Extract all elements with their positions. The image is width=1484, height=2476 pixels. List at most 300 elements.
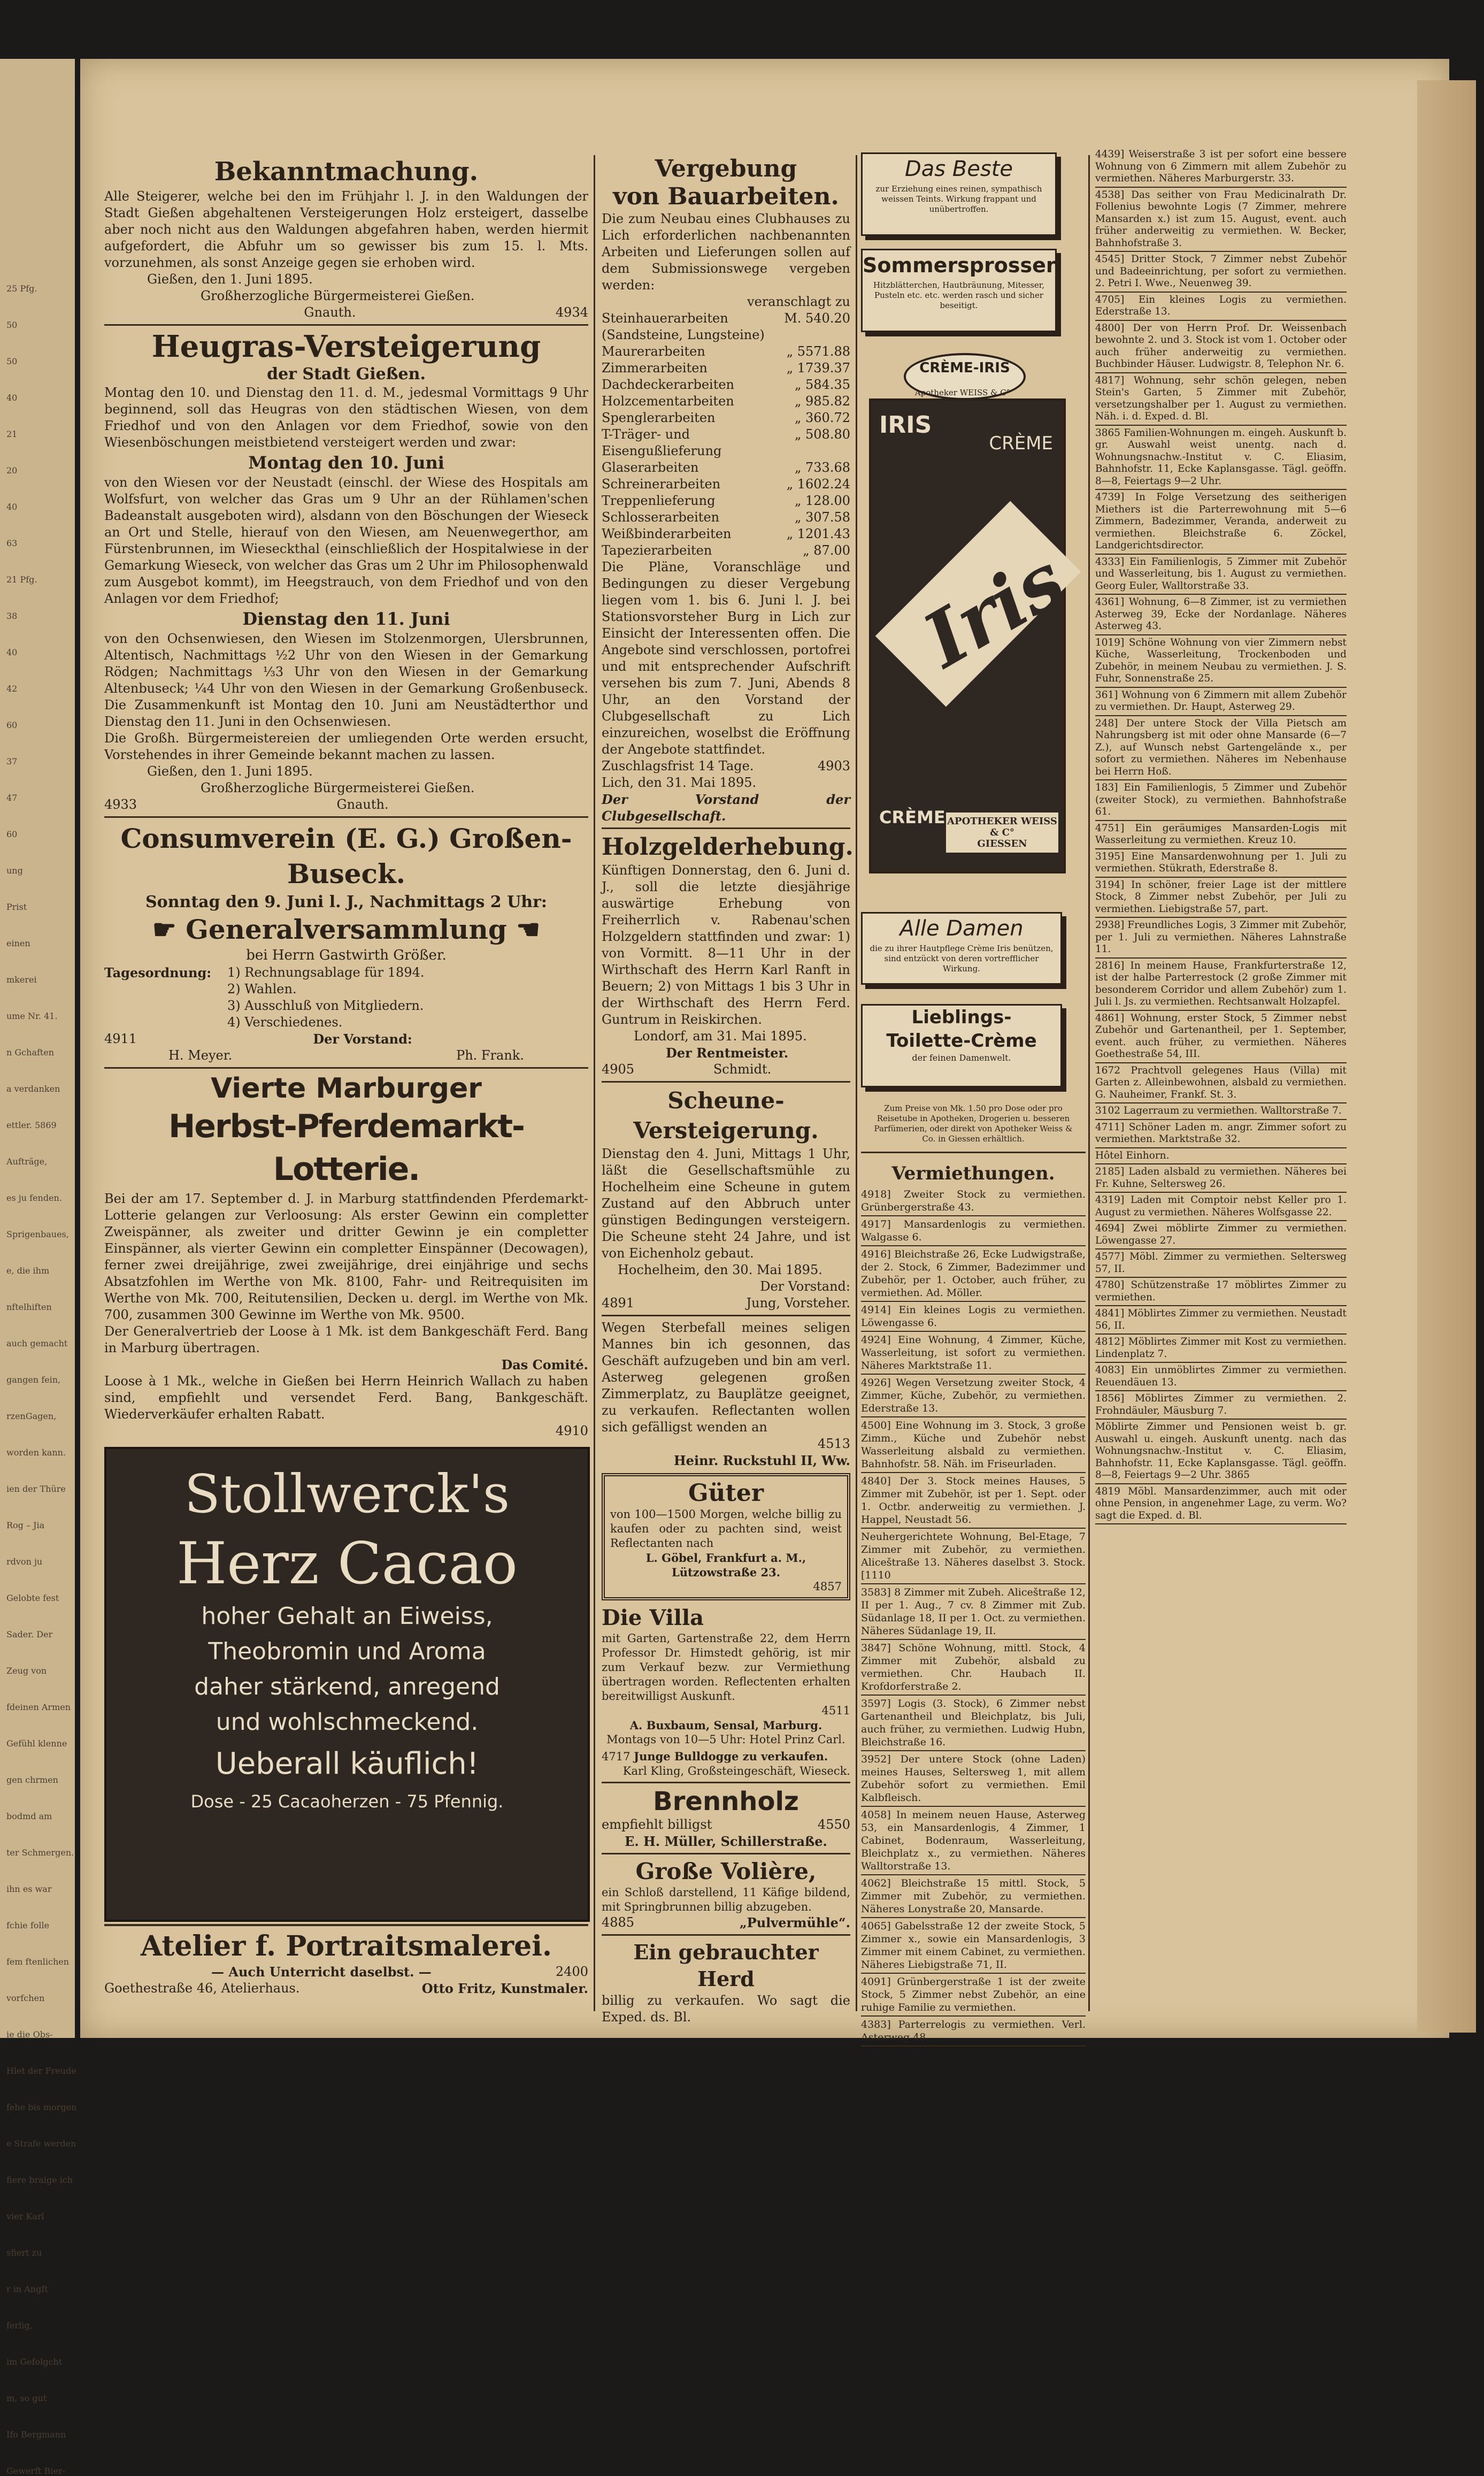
listing-text: Eine Wohnung im 3. Stock, 3 große Zimm., Küche und Zubehör nebst Wasserleitung alsbald zu vermiethen. Bahnhofstr. 58. Näh. im Friseurladen.: [861, 1420, 1086, 1470]
listing-number: 4383]: [861, 2019, 898, 2030]
listing-text: In Folge Versetzung des seitherigen Miethers ist die Parterrewohnung mit 5—6 Zimmern, Badezimmer, Veranda, anderweit zu vermiethen. Bleichstraße 6. Zöckel, Landgerichtsdirector.: [1095, 492, 1347, 551]
notice-name: Schmidt.: [713, 1062, 772, 1077]
listing: [1095, 635, 1347, 688]
facing-page-text: 37: [6, 756, 18, 766]
stollwerck-brand: Stollwerck's: [184, 1464, 510, 1525]
stollwerck-product: Herz Cacao: [176, 1530, 518, 1597]
listing-text: Neuhergerichtete Wohnung, Bel-Etage, 7 Zimmer mit Zubehör, zu vermiethen. Aliceštraße 13. Näheres daselbst 3. Stock. [1110: [861, 1531, 1086, 1581]
notice-body: Loose à 1 Mk., welche in Gießen bei Herrn Heinrich Wallach zu haben sind, empfiehlt und versendet Ferd. Bang, Bankgeschäft. Wiederverkäufer erhalten Rabatt.: [104, 1374, 588, 1422]
facing-page-text: Hlet der Freude: [6, 2066, 76, 2076]
facing-page-text: n Gchaften: [6, 1047, 55, 1057]
notice-body: Alle Steigerer, welche bei den im Frühjahr l. J. in den Waldungen der Stadt Gießen abgehaltenen Versteigerungen Holz ersteigert, dasselbe aber noch nicht aus den Waldungen abgefahren haben, werden hiermit aufgefordert, die Abfuhr um so gewisser bis zum 15. l. Mts. vorzunehmen, als sonst Anzeige gegen sie erhoben wird.: [104, 189, 588, 270]
rental-listings: [1095, 147, 1347, 1524]
notice-date: Londorf, am 31. Mai 1895.: [634, 1029, 807, 1044]
listing: [1095, 849, 1347, 878]
notice-sub: [104, 1964, 588, 1980]
facing-page-text: e Strafe werden: [6, 2138, 76, 2149]
divider: [104, 324, 588, 326]
listing-text: Wohnung, sehr schön gelegen, neben Stein's Garten, 5 Zimmer mit Zubehör, versetzungshalber per 1. August zu vermiethen. Näh. i. d. Exped. d. Bl.: [1095, 374, 1347, 422]
listing-text: Parterrelogis zu vermiethen. Verl. Asterweg 48.: [861, 2019, 1086, 2043]
facing-page-text: Sprigenbaues,: [6, 1229, 69, 1239]
column-rule: [1088, 155, 1090, 2011]
notice-footer: [104, 304, 588, 321]
address: Goethestraße 46, Atelierhaus.: [104, 1981, 300, 1996]
facing-page-text: rzenGagen,: [6, 1411, 57, 1421]
listing-text: Ein geräumiges Mansarden-Logis mit Wasserleitung zu vermiethen. Kreuz 10.: [1095, 822, 1347, 846]
listing-text: Zwei möblirte Zimmer zu vermiethen. Löwengasse 27.: [1095, 1223, 1347, 1246]
listing-number: 4545]: [1095, 254, 1132, 265]
notice-title: Die Villa: [602, 1605, 704, 1630]
column-3: [861, 152, 1086, 2043]
notice-signature: Der Vorstand der Clubgesellschaft.: [602, 792, 850, 824]
cost-row: [602, 426, 850, 459]
signatures: [104, 1047, 588, 1064]
listing-text: Gabelsstraße 12 der zweite Stock, 5 Zimmer x., sowie ein Mansardenlogis, 3 Zimmer mit einem Cabinet, zu vermiethen. Näheres Liebigstraße 71, II.: [861, 1920, 1086, 1971]
jar-body: [869, 398, 1080, 873]
listing-text: Ein Familienlogis, 5 Zimmer mit Zubehör und Wasserleitung, bis 1. August zu vermiethen. Georg Euler, Walltorstraße 33.: [1095, 556, 1347, 592]
facing-page: [0, 59, 77, 2476]
facing-page-text: Zeug von: [6, 1666, 47, 1676]
divider: [104, 1924, 588, 1926]
notice-body: Wegen Sterbefall meines seligen Mannes bin ich gesonnen, das Geschäft aufzugeben und bin am verl. Asterweg gelegenen großen Zimmerplatz, zu Bauplätze geeignet, zu verkaufen. Reflectanten wollen sich gefälligst wenden an: [602, 1320, 850, 1435]
facing-page-text: 63: [6, 538, 18, 548]
listing-text: Möblirtes Zimmer zu vermiethen. 2. Frohndäuler, Mäusburg 7.: [1095, 1393, 1347, 1416]
cost-amount: „ 508.80: [794, 427, 850, 442]
facing-page-text: rdvon ju: [6, 1557, 43, 1567]
divider: [602, 1782, 850, 1783]
notice-title: Güter: [688, 1480, 764, 1507]
listing-number: 4800]: [1095, 322, 1133, 334]
cost-amount: „ 360.72: [794, 410, 850, 425]
listing: [861, 1375, 1086, 1417]
listing: [861, 1696, 1086, 1751]
cost-row: [602, 509, 850, 526]
listing: [861, 1974, 1086, 2017]
divider: [602, 1315, 850, 1316]
cost-amount: „ 733.68: [794, 460, 850, 475]
listing-number: 4500]: [861, 1420, 896, 1431]
facing-page-text: es ju fenden.: [6, 1193, 62, 1203]
notice-footer: [602, 758, 850, 775]
facing-page-text: ien der Thüre: [6, 1484, 66, 1494]
notice-title: Herbst-Pferdemarkt-Lotterie.: [168, 1108, 524, 1188]
notice-title: Große Volière,: [635, 1858, 817, 1884]
notice-body: Junge Bulldogge zu verkaufen.: [634, 1750, 828, 1763]
ad-panel-alle-damen: [861, 912, 1062, 985]
facing-page-text: r in Angft: [6, 2284, 48, 2294]
notice-date: Gießen, den 1. Juni 1895.: [147, 272, 313, 287]
listing-text: Logis (3. Stock), 6 Zimmer nebst Gartenantheil und Bleichplatz, bis Juli, auch früher, zu vermiethen. Ludwig Hubn, Bleichstraße 16.: [861, 1698, 1086, 1748]
cost-amount: „ 1201.43: [786, 526, 850, 541]
notice-body: Dienstag den 4. Juni, Mittags 1 Uhr, läßt die Gesellschaftsmühle zu Hochelheim eine Scheune in gutem Zustand auf den Abbruch unter günstigen Bedingungen versteigern. Die Scheune steht 24 Jahre, und ist von Eichenholz gebaut.: [602, 1146, 850, 1261]
facing-page-text: ume Nr. 41.: [6, 1011, 58, 1021]
listing: [1095, 321, 1347, 373]
facing-page-text: 47: [6, 793, 18, 803]
facing-page-text: ter Schmergen.: [6, 1848, 74, 1858]
notice-footer: [602, 1295, 850, 1312]
listing: [1095, 426, 1347, 490]
notice-date: Hochelheim, den 30. Mai 1895.: [618, 1262, 822, 1277]
listing: [1095, 1335, 1347, 1363]
listing-number: 4918]: [861, 1189, 904, 1200]
listing-number: 2816]: [1095, 960, 1131, 971]
listing: [1095, 1063, 1347, 1104]
cost-item: Spenglerarbeiten: [602, 410, 716, 425]
facing-page-text: ferlig,: [6, 2320, 33, 2331]
cost-row: [602, 493, 850, 509]
notice-voliere: [602, 1858, 850, 1931]
listing: [861, 1640, 1086, 1696]
notice-hours: Montags von 10—5 Uhr: Hotel Prinz Carl.: [606, 1733, 845, 1746]
facing-page-text: sfiert zu: [6, 2248, 42, 2258]
panel-body: die zu ihrer Hautpflege Crème Iris benützen, sind entzückt von deren vortrefflicher Wirkung.: [870, 944, 1054, 973]
facing-page-text: Sader. Der: [6, 1629, 53, 1639]
listing-number: 3195]: [1095, 850, 1132, 862]
deadline: Zuschlagsfrist 14 Tage.: [602, 758, 754, 773]
notice-holzgeld: [602, 832, 854, 1078]
listing: [1095, 1221, 1347, 1250]
listing-text: Ein unmöblirtes Zimmer zu vermiethen. Reuendäuen 13.: [1095, 1365, 1347, 1388]
facing-page-text: e, die ihm: [6, 1266, 50, 1276]
notice-brennholz: [602, 1787, 850, 1850]
panel-title: Sommersprossen: [863, 254, 1060, 277]
listing-number: 4819: [1095, 1485, 1128, 1497]
listing-number: 4914]: [861, 1304, 899, 1316]
facing-page-text: ettler. 5869: [6, 1120, 57, 1130]
listing: [1095, 780, 1347, 821]
notice-title: Vergebung: [655, 155, 797, 182]
notice-name: Karl Kling, Großsteingeschäft, Wieseck.: [622, 1765, 850, 1777]
facing-page-text: Ifo Bergmann: [6, 2429, 66, 2440]
listing-number: 3102: [1095, 1105, 1124, 1116]
notice-name: Gnauth.: [304, 305, 356, 320]
notice-lotterie: [104, 1072, 588, 1439]
facing-page-text: ie die Obs-: [6, 2029, 53, 2040]
cost-amount: „ 1739.37: [786, 361, 850, 375]
facing-page-text: 50: [6, 356, 18, 366]
listing-number: 4083]: [1095, 1365, 1131, 1376]
stollwerck-line: hoher Gehalt an Eiweiss,: [201, 1603, 493, 1630]
notice-heading: [104, 913, 588, 946]
listing: [1095, 918, 1347, 959]
listing-number: 3952]: [861, 1753, 901, 1765]
listing: [1095, 595, 1347, 635]
cost-item: Zimmerarbeiten: [602, 361, 708, 375]
notice-number: 2400: [555, 1964, 588, 1979]
listing: [1095, 1484, 1347, 1525]
listing-number: 4817]: [1095, 374, 1134, 386]
ad-panel-lieblings: [861, 1004, 1062, 1087]
facing-page-text: vier Karl: [6, 2211, 44, 2221]
listing-number: 361]: [1095, 689, 1122, 701]
notice-sterbfall: [602, 1320, 850, 1469]
listing: [1095, 1278, 1347, 1306]
listing-text: Wohnung, erster Stock, 5 Zimmer nebst Zubehör und Gartenantheil, per 1. September, event. auch früher, zu vermiethen. Näheres Goethestraße 54, III.: [1095, 1012, 1347, 1060]
listing-text: Lagerraum zu vermiethen. Walltorstraße 7.: [1123, 1105, 1342, 1116]
cost-item: Maurerarbeiten: [602, 344, 705, 359]
notice-name: Jung, Vorsteher.: [746, 1296, 850, 1310]
divider: [602, 827, 850, 829]
divider: [104, 1067, 588, 1069]
listing-number: 4065]: [861, 1920, 895, 1932]
listing-number: 4924]: [861, 1334, 898, 1346]
facing-page-text: 40: [6, 393, 18, 403]
cost-amount: M. 540.20: [784, 311, 850, 326]
notice-title: Bekanntmachung.: [214, 157, 479, 187]
jar-lid-label: CRÈME-IRIS: [919, 360, 1010, 376]
listing-number: 4062]: [861, 1877, 901, 1889]
panel-body: Hitzblätterchen, Hautbräunung, Mitesser, Pusteln etc. etc. werden rasch und sicher beseitigt.: [873, 280, 1045, 310]
facing-page-text: 50: [6, 320, 18, 330]
cost-item: Glaserarbeiten: [602, 460, 699, 475]
notice-body: von den Wiesen vor der Neustadt (einschl. der Wiese des Hospitals am Wolfsfurt, von welcher das Gras um 9 Uhr an der Rühlamen'schen Badeanstalt ausgeboten wird), alsdann von den Böschungen der Wieseck an Ort und Stelle, hierauf von den Wiesen, am Neuenwegerthor, am Fürstenbrunnen, im Wieseckthal (einschließlich der Hospitalwiese in der Gemarkung Wieseck, von welcher das Gras um 2 Uhr im Philosophenwald zum Ausgebot kommt), im Heegstrauch, von dem Friedhof und von den Anlagen vor dem Friedhof;: [104, 475, 588, 606]
notice-herd: [602, 1939, 850, 2026]
listing-text: Wohnung von 6 Zimmern mit allem Zubehör zu vermiethen. Dr. Haupt, Asterweg 29.: [1095, 689, 1347, 712]
stollwerck-line: und wohlschmeckend.: [216, 1708, 479, 1736]
facing-page-text: ihn es war: [6, 1884, 52, 1894]
facing-page-text: Gewerft Bier-: [6, 2466, 65, 2476]
notice-subtitle: der Stadt Gießen.: [267, 365, 426, 384]
notice-title: Holzgelderhebung.: [602, 833, 854, 861]
notice-number: 4513: [817, 1436, 850, 1451]
listing-number: 3194]: [1095, 879, 1132, 891]
section-title: Vermiethungen.: [891, 1163, 1055, 1184]
facing-page-text: einen: [6, 938, 30, 948]
general-assembly-label: Generalversammlung: [186, 914, 507, 945]
listing-text: Schöner Laden m. angr. Zimmer sofort zu vermiethen. Marktstraße 32.: [1095, 1121, 1347, 1145]
listing-text: Der untere Stock der Villa Pietsch am Nahrungsberg ist mit oder ohne Mansarde (6—7 Z.), auf Wunsch nebst Gartengelände x., per sofort zu vermiethen. Näheres im Nebenhause bei Herrn Hoß.: [1095, 717, 1347, 777]
notice-footer: [602, 1061, 850, 1078]
panel-title: Das Beste: [904, 157, 1013, 181]
agenda-item: 2) Wahlen.: [227, 982, 297, 996]
advertiser-name: Otto Fritz, Kunstmaler.: [421, 1981, 588, 1996]
facing-page-text: gangen fein,: [6, 1375, 61, 1385]
notice-body: Die Pläne, Voranschläge und Bedingungen zu dieser Vergebung liegen vom 1. bis 6. Juni l. J. bei Stationsvorsteher Burg in Lich zur Einsicht der Interessenten offen. Die Angebote sind verschlossen, portofrei und mit entsprechender Aufschrift versehen bis zum 7. Juni, Abends 8 Uhr, an den Vorstand der Clubgesellschaft zu Lich einzureichen, woselbst die Eröffnung der Angebote stattfindet.: [602, 559, 850, 757]
listing-number: 4780]: [1095, 1279, 1131, 1291]
listing: [1095, 1306, 1347, 1335]
facing-page-text: fem ftenlichen: [6, 1957, 70, 1967]
signature: H. Meyer.: [168, 1048, 233, 1063]
board-label: Der Vorstand:: [760, 1279, 850, 1294]
cost-amount: „ 985.82: [794, 394, 850, 409]
column-rule: [856, 155, 857, 2011]
listing-number: 4694]: [1095, 1223, 1133, 1234]
cost-row: [602, 410, 850, 426]
notice-body: Die zum Neubau eines Clubhauses zu Lich erforderlichen nachbenannten Arbeiten und Lieferungen sollen auf dem Submissionswege vergeben werden:: [602, 211, 850, 293]
listing: [1095, 1420, 1347, 1484]
notice-name: Gnauth.: [336, 797, 389, 812]
jar-script-logo: Iris: [910, 536, 1080, 685]
cost-row: [602, 476, 850, 493]
listing-number: 4058]: [861, 1809, 896, 1821]
notice-body: mit Garten, Gartenstraße 22, dem Herrn Professor Dr. Himstedt gehörig, ist mir zum Verkauf bezw. zur Vermiethung übertragen worden. Reflectenten erhalten bereitwilligst Auskunft.: [602, 1632, 850, 1703]
listing-text: Bleichstraße 15 mittl. Stock, 5 Zimmer mit Zubehör, zu vermiethen. Näheres Lonystraße 20, Mansarde.: [861, 1877, 1086, 1915]
agenda: [104, 964, 588, 1031]
listing-text: Möblirtes Zimmer mit Kost zu vermiethen. Lindenplatz 7.: [1095, 1336, 1347, 1360]
notice-body: billig zu verkaufen. Wo sagt die Exped. ds. Bl.: [602, 1993, 850, 2025]
panel-body: zur Erziehung eines reinen, sympathisch weissen Teints. Wirkung frappant und unübertroffen.: [875, 184, 1042, 214]
notice-number: 4933: [104, 797, 137, 812]
column-4: [1095, 147, 1347, 2019]
cost-item: Steinhauerarbeiten (Sandsteine, Lungsteine): [602, 311, 765, 342]
listing-number: 4917]: [861, 1218, 904, 1230]
agenda-item: 3) Ausschluß von Mitgliedern.: [227, 998, 424, 1013]
cost-item: Holzcementarbeiten: [602, 394, 734, 409]
listing-text: Ein Familienlogis, 5 Zimmer und Zubehör (zweiter Stock), zu vermiethen. Bahnhofstraße 61.: [1095, 782, 1347, 817]
listing: [861, 1417, 1086, 1473]
agenda-label: Tagesordnung:: [104, 965, 212, 980]
listing-text: Das seither von Frau Medicinalrath Dr. Follenius bewohnte Logis (7 Zimmer, mehrere Mansarden x.) ist zum 15. August, event. auch früher anderweitig zu vermiethen. W. Becker, Bahnhofstraße 3.: [1095, 189, 1347, 249]
notice-number: 4911: [104, 1031, 137, 1046]
listing-text: Mansardenlogis zu vermiethen. Walgasse 6.: [861, 1218, 1086, 1243]
listing-text: Laden mit Comptoir nebst Keller pro 1. August zu vermiethen. Näheres Wolfsgasse 22.: [1095, 1194, 1347, 1218]
listing-text: Schöne Wohnung von vier Zimmern nebst Küche, Wasserleitung, Trockenboden und Zubehör, in meinem Neubau zu vermiethen. J. S. Fuhr, Sonnenstraße 25.: [1095, 637, 1347, 684]
facing-page-text: ung: [6, 865, 23, 876]
notice-day: Dienstag den 11. Juni: [242, 609, 450, 629]
listing: [1095, 293, 1347, 321]
page-edge: [1417, 80, 1476, 2033]
facing-page-text: fchie folle: [6, 1920, 50, 1930]
listing-number: 3583]: [861, 1586, 895, 1598]
board-label: Der Vorstand:: [313, 1031, 412, 1047]
cost-amount: „ 5571.88: [786, 344, 850, 359]
notice-date: Lich, den 31. Mai 1895.: [602, 775, 757, 790]
creme-iris-ad: [861, 152, 1086, 1003]
notice-body: ein Schloß darstellend, 11 Käfige bildend, mit Springbrunnen billig abzugeben.: [602, 1886, 850, 1913]
listing: [861, 1216, 1086, 1246]
notice-body: Der Generalvertrieb der Loose à 1 Mk. ist dem Bankgeschäft Ferd. Bang in Marburg übertragen.: [104, 1324, 588, 1355]
listing-text: Laden alsbald zu vermiethen. Näheres bei Fr. Kuhne, Seltersweg 26.: [1095, 1166, 1347, 1190]
listing-text: Möbl. Zimmer zu vermiethen. Seltersweg 57, II.: [1095, 1251, 1347, 1275]
facing-page-text: auch gemacht: [6, 1338, 68, 1348]
column-rule: [594, 155, 595, 2011]
rental-listings: [861, 1186, 1086, 2046]
listing-text: Ein kleines Logis zu vermiethen. Löwengasse 6.: [861, 1304, 1086, 1329]
listing-number: 3847]: [861, 1642, 899, 1654]
notice-body: von 100—1500 Morgen, welche billig zu kaufen oder zu pachten sind, weist Reflectanten nach: [610, 1508, 842, 1550]
notice-body: Künftigen Donnerstag, den 6. Juni d. J., soll die letzte diesjährige auswärtige Erhebung von Freiherrlich v. Rabenau'schen Holzgeldern stattfinden und zwar: 1) von Vormitt. 8—11 Uhr in der Wirthschaft des Herrn Karl Ranft in Beuern; 2) von Mittags 1 bis 3 Uhr in der Wirthschaft des Herrn Ferd. Guntrum in Reiskirchen.: [602, 863, 850, 1027]
listing: [1095, 1164, 1347, 1193]
notice-body: Bei der am 17. September d. J. in Marburg stattfindenden Pferdemarkt-Lotterie gelangen zur Verloosung: Als erster Gewinn ein completter Zweispänner, als zweiter und dritter Gewinn je ein completter Einspänner, als vierter Gewinn ein completter Einspänner (Decowagen), ferner zwei dreijährige, zwei zweijährige, drei einjährige und sechs Absatzfohlen im Werthe von Mk. 8100, Fahr- und Reitrequisiten im Werthe von Mk. 700, Reitutensilien, Decken u. dergl. im Werthe von Mk. 700, zusammen 300 Gewinne im Werthe von Mk. 9500.: [104, 1191, 588, 1322]
notice-footer: [104, 1031, 588, 1047]
cost-amount: „ 307.58: [794, 510, 850, 525]
cost-item: Schlosserarbeiten: [602, 510, 720, 525]
agenda-item: 1) Rechnungsablage für 1894.: [227, 965, 425, 980]
listing: [1095, 490, 1347, 555]
cost-row: [602, 310, 850, 343]
listing-number: 4926]: [861, 1377, 896, 1389]
notice-name: E. H. Müller, Schillerstraße.: [625, 1834, 827, 1849]
listing-text: In schöner, freier Lage ist der mittlere Stock, 8 Zimmer nebst Zubehör, per Juli zu vermiethen. Liebigstraße 57, part.: [1095, 879, 1347, 915]
jar-city: GIESSEN: [977, 838, 1027, 849]
listing-number: 4861]: [1095, 1012, 1131, 1024]
notice-scheune: [602, 1086, 850, 1312]
panel-body: der feinen Damenwelt.: [912, 1053, 1011, 1063]
notice-footer: [104, 796, 588, 813]
facing-page-text: 21 Pfg.: [6, 574, 37, 585]
facing-page-text: Gefühl klenne: [6, 1738, 67, 1749]
notice-number: 4891: [602, 1296, 635, 1310]
pointing-hand-icon: ☚: [516, 914, 541, 945]
cost-row: [602, 526, 850, 542]
notice-signature: Großherzogliche Bürgermeisterei Gießen.: [201, 780, 475, 795]
listing-text: Hôtel Einhorn.: [1095, 1149, 1170, 1161]
jar-label-creme: CRÈME: [989, 433, 1053, 454]
agenda-list: [227, 964, 424, 1031]
facing-page-text: 40: [6, 647, 18, 657]
stollwerck-price: Dose - 25 Cacaoherzen - 75 Pfennig.: [190, 1791, 504, 1812]
facing-page-text: 60: [6, 829, 18, 839]
listing-text: Eine Mansardenwohnung per 1. Juli zu vermiethen. Stükrath, Ederstraße 8.: [1095, 850, 1347, 874]
listing-number: 4705]: [1095, 294, 1139, 305]
facing-page-text: bodmd am: [6, 1811, 52, 1821]
listing-text: Eine Wohnung, 4 Zimmer, Küche, Wasserleitung, ist sofort zu vermiethen. Näheres Marktstraße 11.: [861, 1334, 1086, 1371]
facing-page-text: gen chrmen: [6, 1775, 58, 1785]
listing-number: 4319]: [1095, 1194, 1131, 1206]
listing-number: 4841]: [1095, 1308, 1128, 1319]
listing: [1095, 1011, 1347, 1063]
listing-number: 4711]: [1095, 1121, 1129, 1133]
notice-title: Ein gebrauchter Herd: [633, 1940, 819, 1991]
jar-maker: Apotheker WEISS & C°: [914, 388, 1011, 397]
facing-page-text: 42: [6, 684, 18, 694]
notice-name: A. Buxbaum, Sensal, Marburg.: [629, 1719, 822, 1732]
notice-number: 4905: [602, 1062, 635, 1077]
cost-row: [602, 360, 850, 377]
notice-number: 4903: [817, 758, 850, 773]
facing-page-text: Rog – Jia: [6, 1520, 45, 1530]
listing-number: 4361]: [1095, 596, 1129, 608]
cost-row: [602, 459, 850, 476]
notice-villa: [602, 1605, 850, 1747]
listing-text: Dritter Stock, 7 Zimmer nebst Zubehör und Badeeinrichtung, per sofort zu vermiethen. 2. Petri I. Wwe., Neuenweg 39.: [1095, 254, 1347, 289]
divider: [602, 1853, 850, 1854]
cost-amount: „ 584.35: [794, 377, 850, 392]
listing-text: Der 3. Stock meines Hauses, 5 Zimmer mit Zubehör, ist per 1. Sept. oder 1. Octbr. anderweitig zu vermiethen. J. Happel, Neustadt 56.: [861, 1475, 1086, 1526]
notice-subtitle: — Auch Unterricht daselbst. —: [211, 1964, 432, 1980]
jar-label-iris: IRIS: [879, 411, 932, 439]
listing: [1095, 959, 1347, 1011]
listing-text: Schöne Wohnung, mittl. Stock, 4 Zimmer mit Zubehör, alsbald zu vermiethen. Chr. Haubach II. Krofdorferstraße 2.: [861, 1642, 1086, 1692]
listing-number: 2938]: [1095, 919, 1128, 931]
listing: [861, 1302, 1086, 1332]
facing-page-text: im Gefolgcht: [6, 2357, 63, 2367]
agenda-item: 4) Verschiedenes.: [227, 1015, 343, 1030]
listing-text: Bleichstraße 26, Ecke Ludwigstraße, der 2. Stock, 6 Zimmer, Badezimmer und Zubehör, per 1. October, auch früher, zu vermiethen. Ad. Möller.: [861, 1248, 1086, 1299]
column-2: [602, 155, 854, 2025]
cost-row: [602, 343, 850, 360]
notice-heugras: [104, 329, 588, 813]
listing-text: 8 Zimmer mit Zubeh. Aliceštraße 12, II per 1. Aug., 7 cv. 8 Zimmer mit Zub. Südanlage 18, II per 1. Oct. zu vermiethen. Näheres Südanlage 19, II.: [861, 1586, 1086, 1637]
listing-text: Wegen Versetzung zweiter Stock, 4 Zimmer, Küche, Zubehör, zu vermiethen. Ederstraße 13.: [861, 1377, 1086, 1414]
divider: [602, 1934, 850, 1936]
column-1: [104, 155, 588, 2017]
cost-row: [602, 377, 850, 393]
facing-page-text: a verdanken: [6, 1084, 60, 1094]
facing-page-text: vorfchen: [6, 1993, 45, 2003]
facing-page-text: fdeinen Armen: [6, 1702, 71, 1712]
listing: [861, 1186, 1086, 1216]
facing-page-text: 20: [6, 465, 18, 476]
listing: [1095, 1391, 1347, 1420]
listing-number: 1672: [1095, 1064, 1131, 1076]
listing-number: 4538]: [1095, 189, 1132, 201]
notice-place: bei Herrn Gastwirth Größer.: [246, 947, 447, 963]
price-note: Zum Preise von Mk. 1.50 pro Dose oder pro Reisetube in Apotheken, Drogerien u. besseren Parfümerien, oder direkt von Apotheker Weiss & Co. in Giessen erhältlich.: [874, 1103, 1073, 1144]
cost-item: Tapezierarbeiten: [602, 543, 712, 558]
listing: [1095, 878, 1347, 918]
listing-text: Familien-Wohnungen m. eingeh. Auskunft b. gr. Auswahl weist unentg. nach d. Wohnungsnachw.-Institut v. C. Eliasim, Bahnhofstr. 11, Ecke Kaplansgasse. Tägl. geöffn. 8—8, Feiertags 9—2 Uhr.: [1095, 427, 1347, 487]
